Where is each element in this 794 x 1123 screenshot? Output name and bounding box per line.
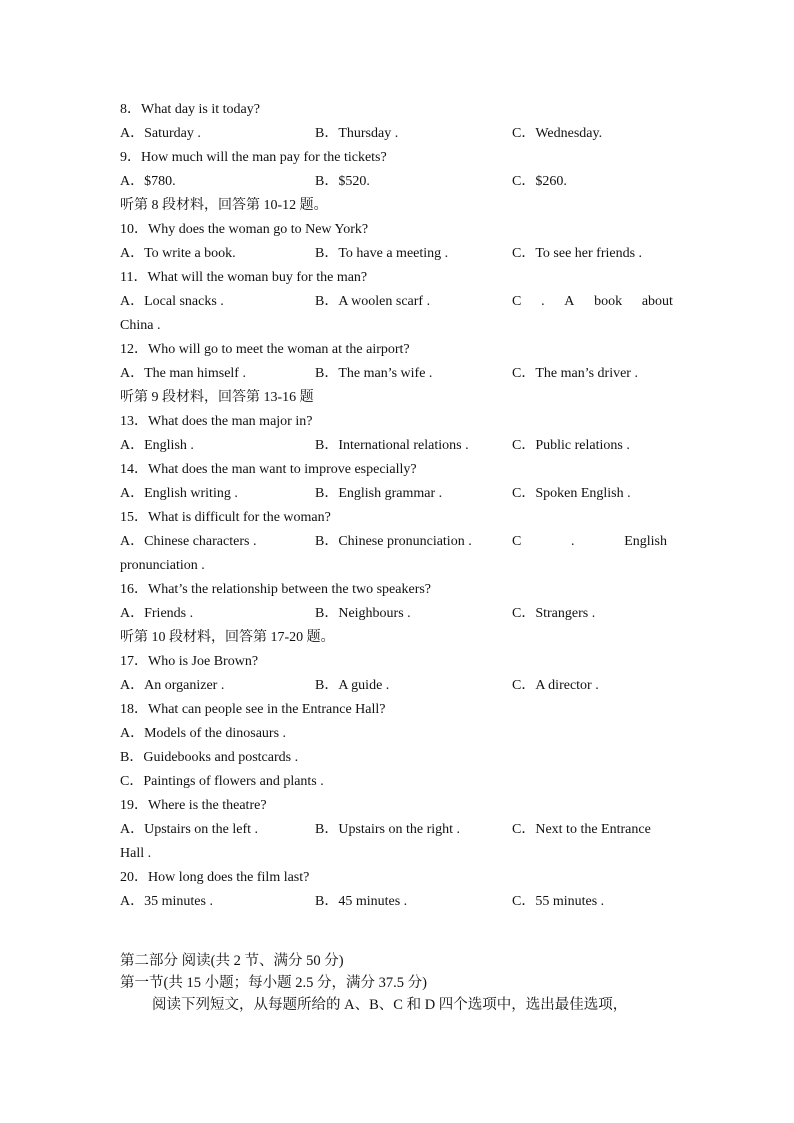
option-c: C．Wednesday.	[512, 126, 603, 141]
options-9	[120, 170, 675, 194]
part-two-title: 第二部分 阅读(共 2 节、满分 50 分)	[120, 953, 344, 969]
option-c-part: .	[571, 534, 575, 549]
question-16: 16．What’s the relationship between the two speakers?	[120, 582, 432, 597]
option-a: A．To write a book.	[120, 246, 236, 261]
option-c-part: book	[594, 294, 623, 309]
question-20: 20．How long does the film last?	[120, 870, 310, 885]
option-c-part: C	[512, 534, 522, 549]
option-a: A．$780.	[120, 174, 176, 189]
option-b: B．A guide .	[315, 678, 390, 693]
options-15	[120, 530, 675, 554]
option-a: A．English .	[120, 438, 194, 453]
option-c-part: .	[541, 294, 545, 309]
options-11	[120, 290, 675, 314]
option-c-part: A	[564, 294, 575, 309]
option-a: A．An organizer .	[120, 678, 225, 693]
reading-instruction: 阅读下列短文，从每题所给的 A、B、C 和 D 四个选项中，选出最佳选项，	[152, 997, 628, 1013]
option-b: B．Guidebooks and postcards .	[120, 750, 299, 765]
option-b: B．To have a meeting .	[315, 246, 449, 261]
options-14	[120, 482, 675, 506]
question-15: 15．What is difficult for the woman?	[120, 510, 331, 525]
exam-page	[120, 98, 675, 1016]
section-one-title: 第一节(共 15 小题；每小题 2.5 分，满分 37.5 分)	[120, 975, 427, 991]
option-c: C．To see her friends .	[512, 246, 643, 261]
option-b: B．Neighbours .	[315, 606, 411, 621]
option-c: C．Spoken English .	[512, 486, 631, 501]
option-a: A．Models of the dinosaurs .	[120, 726, 287, 741]
options-13	[120, 434, 675, 458]
option-b: B．Thursday .	[315, 126, 399, 141]
question-14: 14．What does the man want to improve especially?	[120, 462, 417, 477]
option-b: B．Upstairs on the right .	[315, 822, 461, 837]
question-8: 8．What day is it today?	[120, 102, 260, 117]
option-c-part: English	[624, 534, 667, 549]
options-12	[120, 362, 675, 386]
option-c: C．Next to the Entrance	[512, 822, 651, 837]
question-19: 19．Where is the theatre?	[120, 798, 267, 813]
options-20	[120, 890, 675, 914]
section-heading-9: 听第 9 段材料，回答第 13-16 题	[120, 390, 314, 405]
option-b: B．A woolen scarf .	[315, 294, 431, 309]
option-a: A．Chinese characters .	[120, 534, 257, 549]
option-b: B．English grammar .	[315, 486, 443, 501]
option-a: A．English writing .	[120, 486, 238, 501]
question-9: 9．How much will the man pay for the tickets?	[120, 150, 387, 165]
options-16	[120, 602, 675, 626]
options-17	[120, 674, 675, 698]
options-8	[120, 122, 675, 146]
option-c: C．A director .	[512, 678, 599, 693]
option-a: A．Friends .	[120, 606, 194, 621]
option-a: A．Upstairs on the left .	[120, 822, 259, 837]
question-11: 11．What will the woman buy for the man?	[120, 270, 368, 285]
question-18: 18．What can people see in the Entrance Hall?	[120, 702, 386, 717]
options-19	[120, 818, 675, 842]
question-17: 17．Who is Joe Brown?	[120, 654, 259, 669]
option-b: B．45 minutes .	[315, 894, 408, 909]
option-a: A．Saturday .	[120, 126, 201, 141]
option-c: C．Strangers .	[512, 606, 596, 621]
question-12: 12．Who will go to meet the woman at the airport?	[120, 342, 410, 357]
option-c: C．Paintings of flowers and plants .	[120, 774, 324, 789]
option-c-continuation: Hall .	[120, 846, 152, 861]
option-c-continuation: China .	[120, 318, 161, 333]
section-heading-8: 听第 8 段材料，回答第 10-12 题。	[120, 198, 328, 213]
option-c: C．Public relations .	[512, 438, 630, 453]
options-10	[120, 242, 675, 266]
option-c	[512, 290, 673, 314]
section-heading-10: 听第 10 段材料，回答第 17-20 题。	[120, 630, 335, 645]
option-a: A．Local snacks .	[120, 294, 224, 309]
option-c-continuation: pronunciation .	[120, 558, 205, 573]
option-a: A．The man himself .	[120, 366, 246, 381]
question-10: 10．Why does the woman go to New York?	[120, 222, 369, 237]
option-a: A．35 minutes .	[120, 894, 213, 909]
option-c-part: about	[641, 294, 673, 309]
option-c: C．$260.	[512, 174, 567, 189]
option-b: B．International relations .	[315, 438, 469, 453]
option-c-part: C	[512, 294, 522, 309]
option-b: B．Chinese pronunciation .	[315, 534, 472, 549]
option-b: B．$520.	[315, 174, 370, 189]
question-13: 13．What does the man major in?	[120, 414, 313, 429]
option-c: C．55 minutes .	[512, 894, 605, 909]
option-c	[512, 530, 667, 554]
option-c: C．The man’s driver .	[512, 366, 638, 381]
option-b: B．The man’s wife .	[315, 366, 433, 381]
